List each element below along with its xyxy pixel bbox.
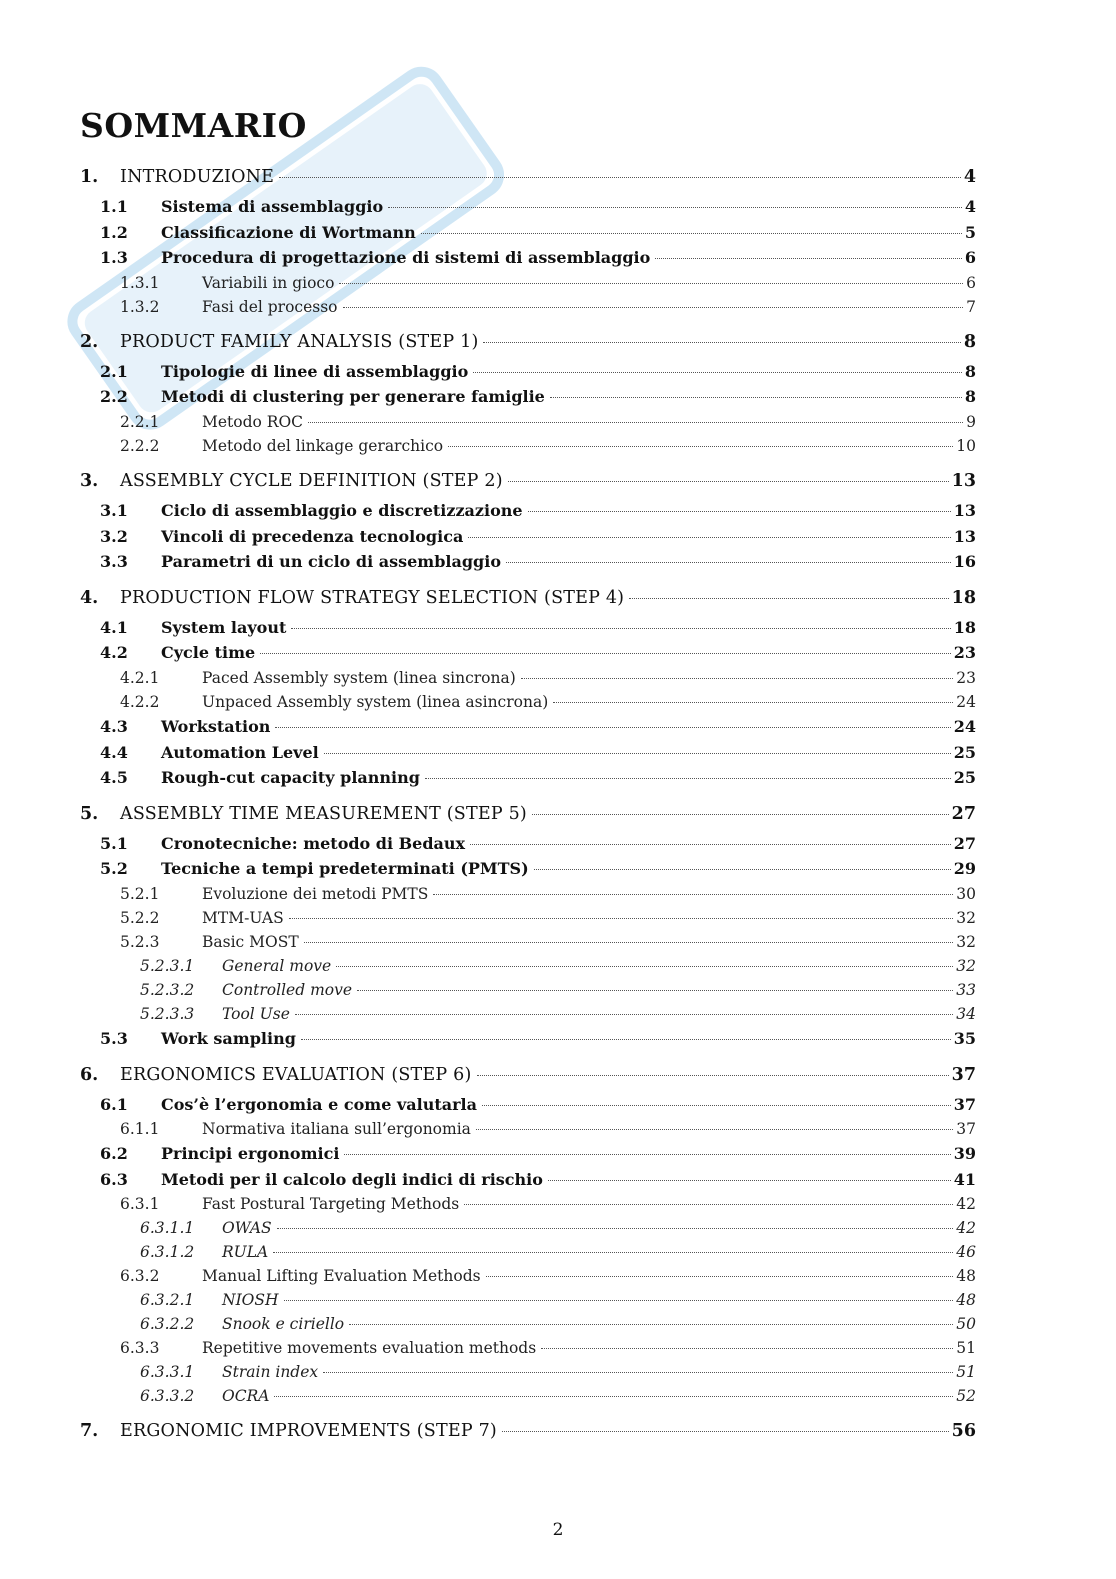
toc-entry-label: Tipologie di linee di assemblaggio — [161, 361, 469, 381]
toc-entry-4-1[interactable] — [80, 615, 976, 641]
toc-entry-6-1-1[interactable] — [80, 1117, 976, 1141]
toc-entry-label: Unpaced Assembly system (linea asincrona) — [202, 692, 549, 711]
toc-entry-label: Metodi per il calcolo degli indici di rischio — [161, 1169, 543, 1189]
toc-entry-label: Cos’è l’ergonomia e come valutarla — [161, 1094, 477, 1114]
toc-entry-label: Repetitive movements evaluation methods — [202, 1339, 537, 1358]
toc-entry-4-2-2[interactable] — [80, 690, 976, 714]
toc-entry-label: PRODUCTION FLOW STRATEGY SELECTION (STEP 4) — [120, 587, 625, 608]
toc-dot-leader — [433, 894, 953, 895]
toc-entry-label: Normativa italiana sull’ergonomia — [202, 1120, 471, 1139]
toc-entry-page: 32 — [956, 908, 976, 927]
toc-entry-page: 50 — [956, 1315, 976, 1334]
toc-entry-5-2[interactable] — [80, 856, 976, 882]
toc-dot-leader — [344, 1154, 950, 1155]
toc-entry-page: 35 — [953, 1028, 976, 1048]
toc-entry-number: 6.3.1.2 — [140, 1243, 195, 1262]
toc-entry-label: Rough-cut capacity planning — [161, 768, 420, 788]
toc-entry-number: 6.3 — [100, 1169, 128, 1189]
toc-entry-number: 2.2.1 — [120, 412, 160, 431]
toc-entry-page: 56 — [951, 1421, 976, 1442]
toc-entry-page: 24 — [953, 716, 976, 736]
toc-entry-5-2-2[interactable] — [80, 906, 976, 930]
toc-entry-page: 37 — [953, 1094, 976, 1114]
toc-entry-page: 32 — [956, 956, 976, 975]
toc-dot-leader — [289, 918, 954, 919]
toc-entry-number: 4.3 — [100, 716, 128, 736]
toc-entry-page: 51 — [956, 1363, 976, 1382]
toc-entry-page: 23 — [956, 668, 976, 687]
toc-entry-2[interactable] — [80, 325, 976, 359]
toc-entry-label: Metodi di clustering per generare famiglie — [161, 387, 545, 407]
toc-entry-4-2[interactable] — [80, 640, 976, 666]
toc-entry-3[interactable] — [80, 464, 976, 498]
toc-entry-number: 4.5 — [100, 768, 128, 788]
toc-entry-number: 6.1 — [100, 1094, 128, 1114]
toc-entry-label: Evoluzione dei metodi PMTS — [202, 884, 429, 903]
toc-dot-leader — [295, 1014, 953, 1015]
toc-entry-number: 5.2 — [100, 859, 128, 879]
toc-entry-label: Procedura di progettazione di sistemi di assemblaggio — [161, 248, 651, 268]
toc-entry-label: OWAS — [222, 1219, 272, 1238]
toc-dot-leader — [279, 177, 961, 178]
toc-entry-1-2[interactable] — [80, 220, 976, 246]
toc-dot-leader — [421, 233, 962, 234]
toc-entry-number: 3. — [80, 470, 99, 491]
toc-entry-6-3-2[interactable] — [80, 1264, 976, 1288]
toc-dot-leader — [502, 1431, 949, 1432]
toc-entry-page: 23 — [953, 643, 976, 663]
toc-entry-number: 7. — [80, 1421, 99, 1442]
toc-entry-page: 18 — [951, 587, 976, 608]
toc-entry-5-3[interactable] — [80, 1026, 976, 1052]
toc-dot-leader — [655, 258, 962, 259]
toc-entry-number: 5.1 — [100, 833, 128, 853]
toc-entry-number: 5.2.2 — [120, 908, 160, 927]
toc-entry-number: 4.2.2 — [120, 692, 160, 711]
toc-entry-label: Controlled move — [222, 980, 353, 999]
toc-entry-number: 6.3.2.1 — [140, 1291, 195, 1310]
toc-entry-5-2-1[interactable] — [80, 882, 976, 906]
toc-entry-label: Sistema di assemblaggio — [161, 197, 384, 216]
toc-entry-label: MTM-UAS — [202, 908, 284, 927]
toc-entry-page: 27 — [951, 803, 976, 824]
toc-entry-label: Metodo del linkage gerarchico — [202, 436, 444, 455]
toc-entry-number: 4.1 — [100, 617, 128, 637]
toc-entry-4-3[interactable] — [80, 714, 976, 740]
toc-entry-2-2-2[interactable] — [80, 434, 976, 458]
toc-dot-leader — [486, 1276, 954, 1277]
toc-entry-number: 5. — [80, 803, 99, 824]
toc-entry-4-2-1[interactable] — [80, 666, 976, 690]
toc-entry-number: 5.2.3.2 — [140, 980, 195, 999]
toc-entry-label: NIOSH — [222, 1291, 279, 1310]
toc-entry-page: 33 — [956, 980, 976, 999]
table-of-contents — [80, 160, 976, 1448]
toc-entry-page: 48 — [956, 1291, 976, 1310]
toc-entry-label: Workstation — [161, 716, 271, 736]
toc-entry-number: 1. — [80, 167, 99, 187]
toc-dot-leader — [284, 1300, 954, 1301]
toc-entry-6-3-2-1[interactable] — [80, 1288, 976, 1312]
toc-entry-number: 5.2.3.1 — [140, 956, 195, 975]
document-page — [80, 104, 976, 1448]
toc-entry-3-2[interactable] — [80, 524, 976, 550]
toc-dot-leader — [508, 481, 949, 482]
toc-entry-number: 1.3.2 — [120, 297, 160, 316]
toc-entry-page: 7 — [966, 297, 976, 316]
toc-dot-leader — [343, 307, 963, 308]
toc-entry-1[interactable] — [80, 160, 976, 194]
toc-entry-number: 1.2 — [100, 222, 128, 242]
toc-entry-label: System layout — [161, 617, 287, 637]
toc-entry-label: Paced Assembly system (linea sincrona) — [202, 668, 516, 687]
toc-entry-label: Ciclo di assemblaggio e discretizzazione — [161, 500, 523, 520]
toc-dot-leader — [541, 1348, 953, 1349]
toc-entry-page: 8 — [963, 331, 976, 352]
toc-dot-leader — [339, 283, 963, 284]
toc-entry-page: 10 — [956, 436, 976, 455]
toc-entry-label: INTRODUZIONE — [120, 167, 275, 187]
toc-entry-4[interactable] — [80, 581, 976, 615]
toc-dot-leader — [521, 678, 953, 679]
toc-dot-leader — [548, 1180, 951, 1181]
toc-dot-leader — [470, 844, 951, 845]
toc-entry-number: 4.2.1 — [120, 668, 160, 687]
toc-dot-leader — [464, 1204, 953, 1205]
toc-entry-label: ASSEMBLY TIME MEASUREMENT (STEP 5) — [120, 803, 527, 824]
toc-entry-number: 5.2.1 — [120, 884, 160, 903]
toc-entry-label: Tool Use — [222, 1004, 290, 1023]
page-title: SOMMARIO — [80, 106, 307, 145]
toc-entry-number: 6.3.2.2 — [140, 1315, 195, 1334]
toc-entry-6-1[interactable] — [80, 1092, 976, 1118]
toc-dot-leader — [357, 990, 953, 991]
toc-entry-label: Cycle time — [161, 643, 256, 663]
page-number: 2 — [552, 1520, 564, 1540]
toc-entry-number: 3.2 — [100, 526, 128, 546]
toc-dot-leader — [476, 1129, 953, 1130]
toc-entry-page: 9 — [966, 412, 976, 431]
toc-entry-label: Parametri di un ciclo di assemblaggio — [161, 552, 501, 572]
toc-entry-4-5[interactable] — [80, 765, 976, 791]
toc-entry-page: 13 — [953, 500, 976, 520]
toc-dot-leader — [477, 1075, 949, 1076]
toc-entry-label: Basic MOST — [202, 932, 299, 951]
toc-dot-leader — [301, 1039, 951, 1040]
toc-entry-label: Fasi del processo — [202, 297, 338, 316]
toc-entry-number: 5.2.3 — [120, 932, 160, 951]
toc-dot-leader — [304, 942, 954, 943]
toc-entry-number: 6.3.2 — [120, 1267, 160, 1286]
toc-dot-leader — [291, 628, 950, 629]
toc-entry-5-1[interactable] — [80, 831, 976, 857]
toc-entry-page: 4 — [964, 197, 976, 216]
toc-entry-number: 3.1 — [100, 500, 128, 520]
toc-entry-6-3-1-2[interactable] — [80, 1240, 976, 1264]
toc-dot-leader — [349, 1324, 953, 1325]
toc-entry-label: Classificazione di Wortmann — [161, 222, 416, 242]
toc-dot-leader — [273, 1252, 953, 1253]
toc-entry-page: 13 — [951, 470, 976, 491]
toc-dot-leader — [277, 1228, 954, 1229]
toc-entry-label: Snook e ciriello — [222, 1315, 345, 1334]
toc-entry-page: 4 — [963, 167, 976, 187]
toc-entry-label: RULA — [222, 1243, 269, 1262]
toc-entry-1-3-1[interactable] — [80, 271, 976, 295]
toc-entry-page: 34 — [956, 1004, 976, 1023]
toc-entry-page: 27 — [953, 833, 976, 853]
toc-entry-page: 48 — [956, 1267, 976, 1286]
toc-entry-label: Variabili in gioco — [202, 273, 335, 292]
toc-entry-number: 1.1 — [100, 197, 128, 216]
toc-dot-leader — [324, 753, 951, 754]
toc-entry-page: 25 — [953, 742, 976, 762]
toc-entry-label: Cronotecniche: metodo di Bedaux — [161, 833, 466, 853]
toc-entry-page: 16 — [953, 552, 976, 572]
toc-entry-5-2-3[interactable] — [80, 930, 976, 954]
toc-entry-1-3-2[interactable] — [80, 295, 976, 319]
toc-entry-number: 2. — [80, 331, 99, 352]
toc-entry-number: 6.1.1 — [120, 1120, 160, 1139]
toc-entry-page: 29 — [953, 859, 976, 879]
toc-entry-number: 6.3.3.1 — [140, 1363, 195, 1382]
toc-dot-leader — [448, 446, 953, 447]
toc-entry-page: 51 — [956, 1339, 976, 1358]
toc-entry-page: 46 — [956, 1243, 976, 1262]
toc-entry-6-3-1[interactable] — [80, 1192, 976, 1216]
toc-entry-1-3[interactable] — [80, 245, 976, 271]
toc-entry-number: 2.2.2 — [120, 436, 160, 455]
toc-entry-number: 6.3.3.2 — [140, 1387, 195, 1406]
toc-dot-leader — [629, 598, 948, 599]
toc-entry-number: 5.2.3.3 — [140, 1004, 195, 1023]
toc-dot-leader — [425, 778, 951, 779]
toc-dot-leader — [532, 814, 949, 815]
toc-dot-leader — [275, 727, 950, 728]
toc-entry-label: ASSEMBLY CYCLE DEFINITION (STEP 2) — [120, 470, 503, 491]
toc-entry-label: Automation Level — [161, 742, 319, 762]
toc-entry-page: 8 — [964, 387, 976, 407]
toc-entry-6[interactable] — [80, 1058, 976, 1092]
toc-entry-number: 6. — [80, 1064, 99, 1085]
toc-dot-leader — [260, 653, 951, 654]
toc-entry-6-3-3-1[interactable] — [80, 1360, 976, 1384]
toc-entry-number: 6.3.3 — [120, 1339, 160, 1358]
toc-entry-6-2[interactable] — [80, 1141, 976, 1167]
toc-entry-number: 1.3 — [100, 248, 128, 268]
toc-dot-leader — [482, 1105, 951, 1106]
toc-entry-label: Fast Postural Targeting Methods — [202, 1195, 460, 1214]
toc-entry-number: 3.3 — [100, 552, 128, 572]
toc-entry-page: 37 — [951, 1064, 976, 1085]
toc-entry-number: 2.1 — [100, 361, 128, 381]
toc-dot-leader — [550, 397, 962, 398]
toc-entry-number: 1.3.1 — [120, 273, 160, 292]
toc-entry-page: 41 — [953, 1169, 976, 1189]
toc-entry-number: 6.2 — [100, 1144, 128, 1164]
toc-entry-label: Strain index — [222, 1363, 319, 1382]
toc-entry-page: 25 — [953, 768, 976, 788]
toc-entry-7[interactable] — [80, 1414, 976, 1448]
toc-entry-number: 6.3.1 — [120, 1195, 160, 1214]
toc-entry-label: Metodo ROC — [202, 412, 304, 431]
toc-entry-page: 5 — [964, 222, 976, 242]
toc-entry-page: 30 — [956, 884, 976, 903]
toc-entry-page: 32 — [956, 932, 976, 951]
toc-entry-page: 52 — [956, 1387, 976, 1406]
toc-dot-leader — [323, 1372, 953, 1373]
toc-dot-leader — [308, 422, 963, 423]
toc-entry-5-2-3-2[interactable] — [80, 978, 976, 1002]
toc-entry-page: 42 — [956, 1195, 976, 1214]
toc-entry-page: 8 — [964, 361, 976, 381]
toc-dot-leader — [483, 342, 960, 343]
toc-entry-3-3[interactable] — [80, 549, 976, 575]
toc-entry-label: ERGONOMICS EVALUATION (STEP 6) — [120, 1064, 472, 1085]
toc-entry-label: General move — [222, 956, 332, 975]
toc-entry-page: 6 — [964, 248, 976, 268]
toc-entry-page: 13 — [953, 526, 976, 546]
toc-entry-page: 39 — [953, 1144, 976, 1164]
toc-entry-label: Vincoli di precedenza tecnologica — [161, 526, 464, 546]
toc-entry-label: PRODUCT FAMILY ANALYSIS (STEP 1) — [120, 331, 479, 352]
toc-entry-number: 2.2 — [100, 387, 128, 407]
toc-entry-3-1[interactable] — [80, 498, 976, 524]
toc-entry-number: 6.3.1.1 — [140, 1219, 195, 1238]
toc-entry-4-4[interactable] — [80, 740, 976, 766]
toc-dot-leader — [274, 1396, 953, 1397]
toc-entry-label: Work sampling — [161, 1028, 296, 1048]
toc-entry-6-3-3-2[interactable] — [80, 1384, 976, 1408]
toc-entry-number: 4. — [80, 587, 99, 608]
toc-entry-page: 18 — [953, 617, 976, 637]
toc-entry-page: 24 — [956, 692, 976, 711]
toc-entry-5-2-3-1[interactable] — [80, 954, 976, 978]
toc-dot-leader — [534, 869, 951, 870]
toc-entry-page: 42 — [956, 1219, 976, 1238]
toc-dot-leader — [336, 966, 953, 967]
toc-entry-label: OCRA — [222, 1387, 270, 1406]
toc-entry-5-2-3-3[interactable] — [80, 1002, 976, 1026]
toc-entry-label: Principi ergonomici — [161, 1144, 340, 1164]
toc-dot-leader — [473, 372, 962, 373]
toc-entry-label: Manual Lifting Evaluation Methods — [202, 1267, 481, 1286]
toc-dot-leader — [506, 562, 951, 563]
toc-entry-6-3-1-1[interactable] — [80, 1216, 976, 1240]
toc-entry-1-1[interactable] — [80, 194, 976, 220]
toc-entry-page: 37 — [956, 1120, 976, 1139]
toc-dot-leader — [528, 511, 951, 512]
toc-entry-2-2-1[interactable] — [80, 410, 976, 434]
toc-entry-5[interactable] — [80, 797, 976, 831]
toc-entry-label: ERGONOMIC IMPROVEMENTS (STEP 7) — [120, 1421, 497, 1442]
toc-entry-6-3-3[interactable] — [80, 1336, 976, 1360]
toc-entry-6-3[interactable] — [80, 1167, 976, 1193]
toc-entry-6-3-2-2[interactable] — [80, 1312, 976, 1336]
toc-entry-2-1[interactable] — [80, 359, 976, 385]
toc-entry-number: 4.4 — [100, 742, 128, 762]
toc-entry-label: Tecniche a tempi predeterminati (PMTS) — [161, 859, 529, 879]
toc-entry-page: 6 — [966, 273, 976, 292]
toc-entry-number: 5.3 — [100, 1028, 128, 1048]
toc-entry-number: 4.2 — [100, 643, 128, 663]
toc-entry-2-2[interactable] — [80, 384, 976, 410]
toc-dot-leader — [388, 207, 962, 208]
toc-dot-leader — [468, 537, 950, 538]
toc-dot-leader — [553, 702, 953, 703]
